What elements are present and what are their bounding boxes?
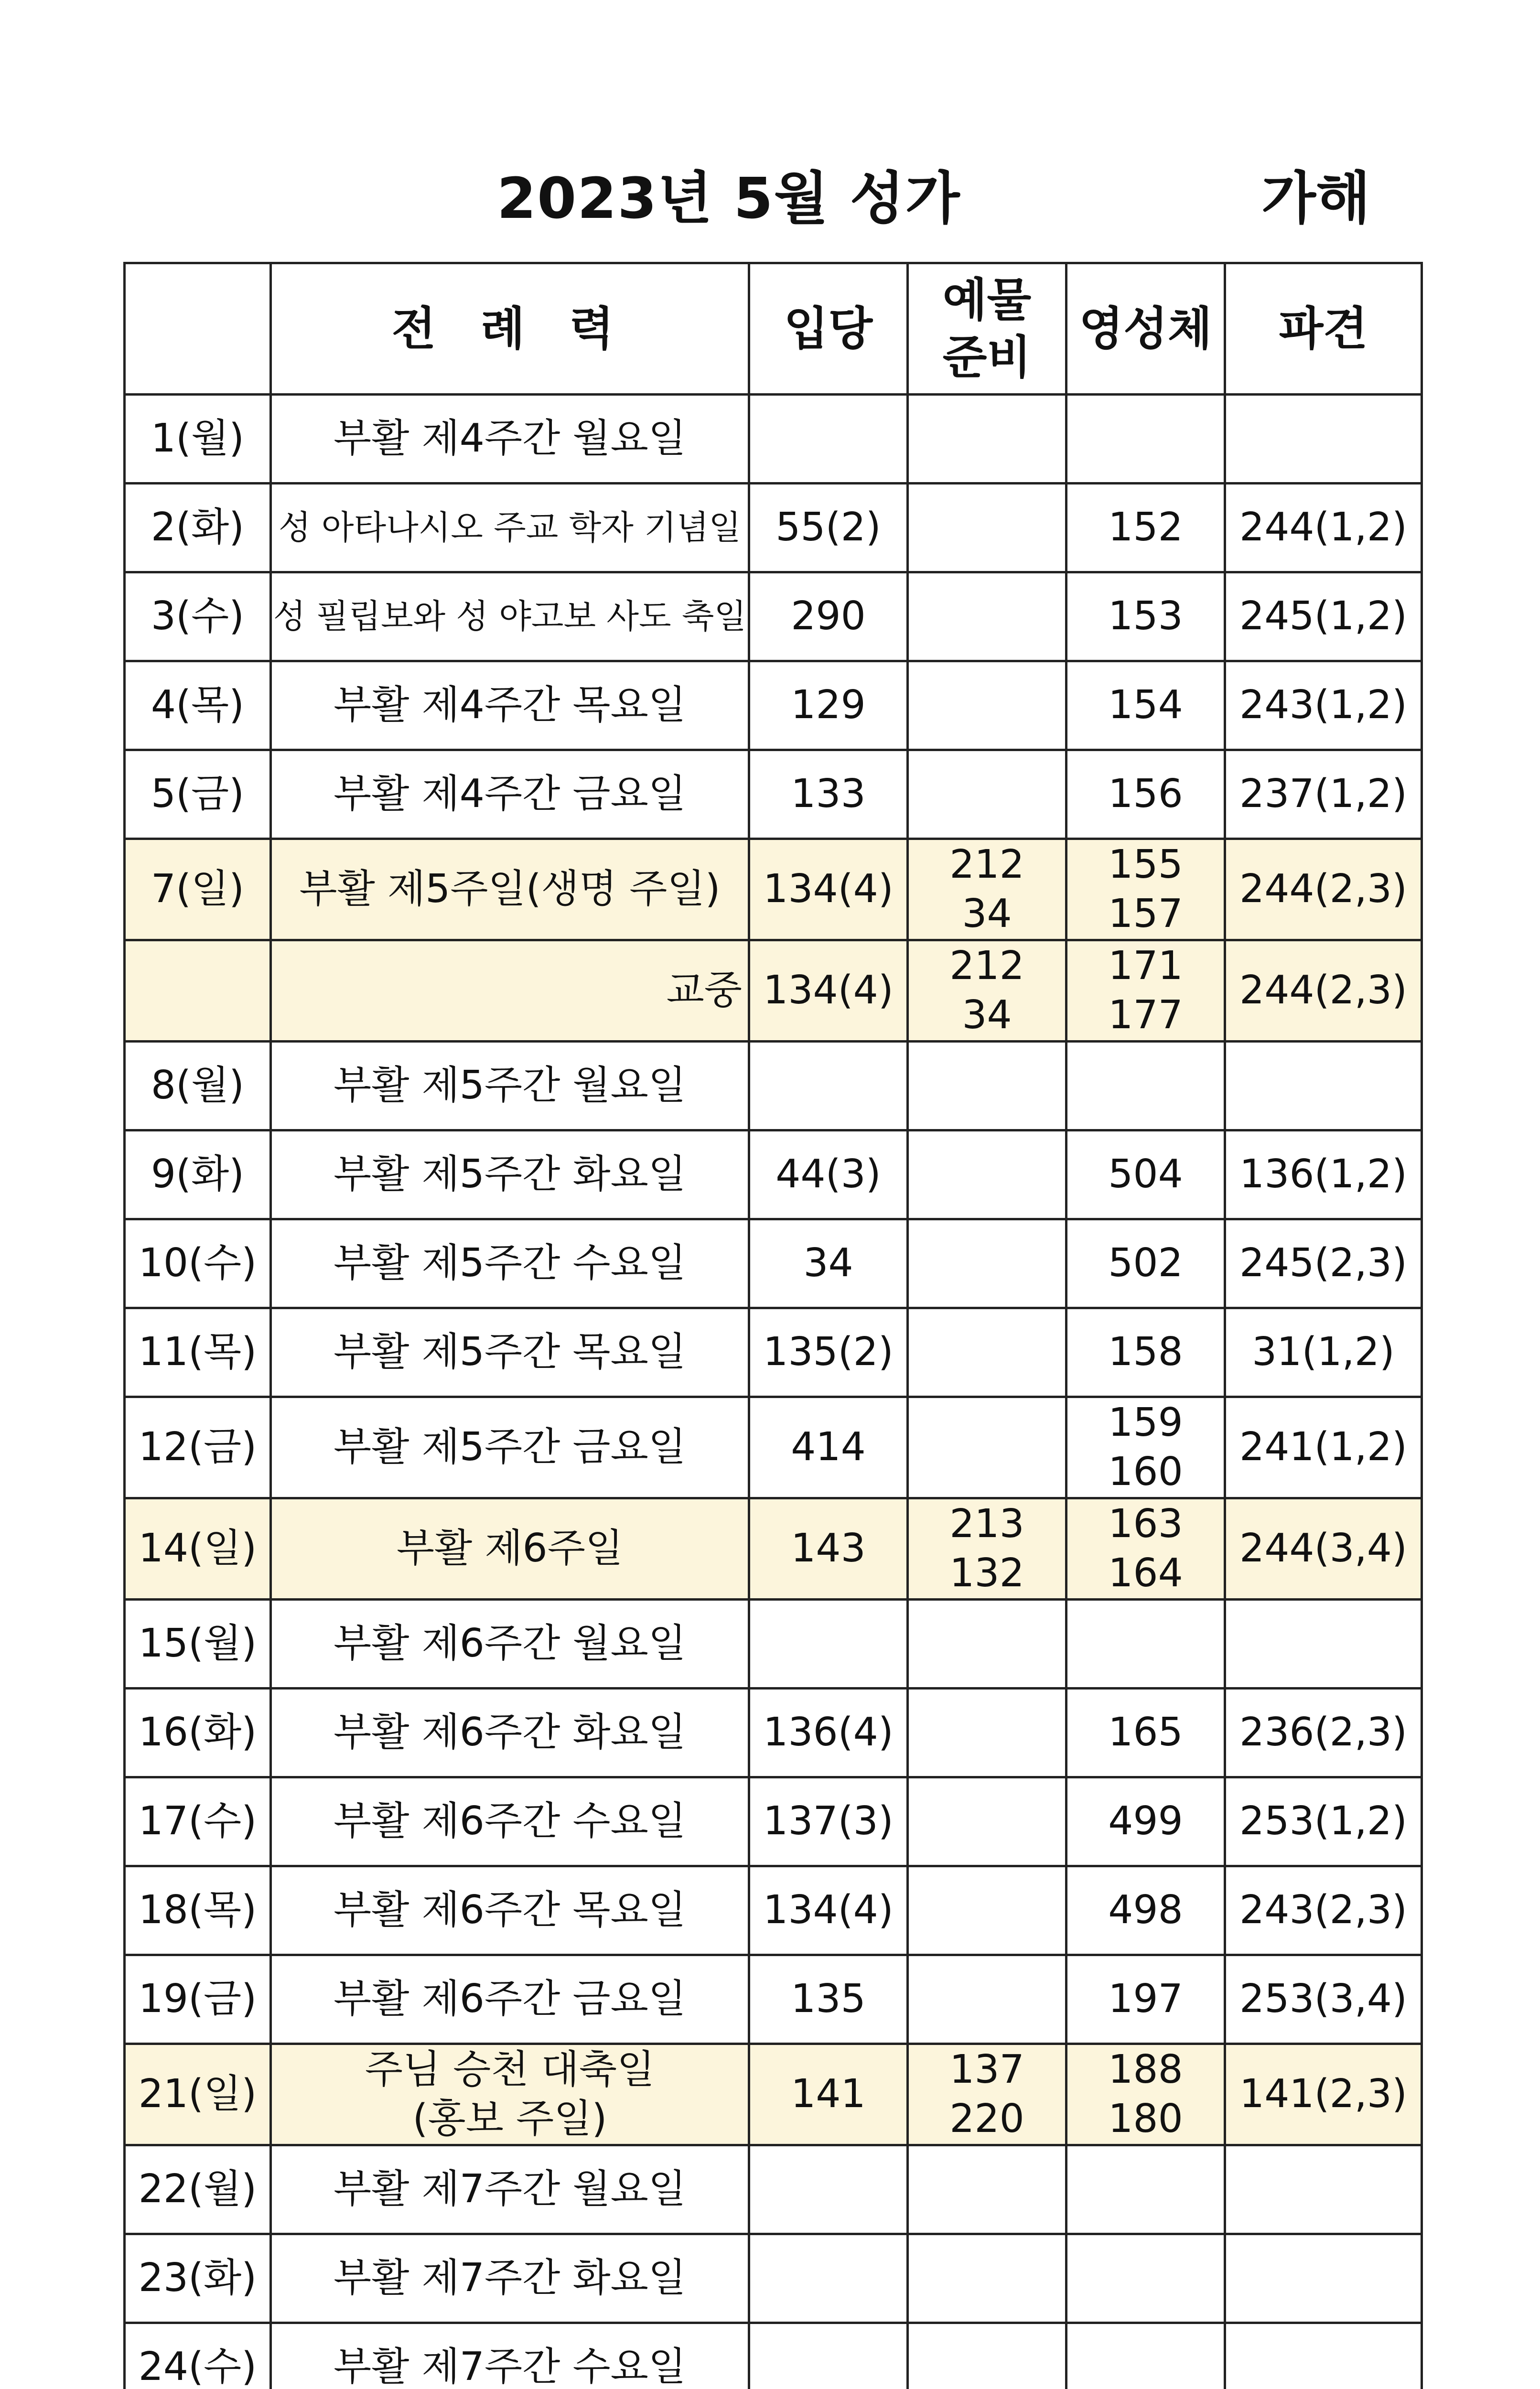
entrance-hymn-cell: 414	[749, 1397, 908, 1498]
liturgy-cell	[271, 2044, 749, 2145]
liturgy-line: 부활 제5주일(생명 주일)	[299, 866, 721, 912]
liturgy-cell	[271, 1130, 749, 1219]
dismissal-hymn-cell	[1225, 395, 1422, 484]
date-cell: 5(금)	[125, 750, 271, 839]
dismissal-hymn-cell: 244(1,2)	[1225, 484, 1422, 572]
entrance-hymn-cell	[749, 395, 908, 484]
table-row	[125, 750, 1422, 839]
offertory-hymn-cell	[908, 1689, 1066, 1777]
table-body	[125, 395, 1422, 2389]
liturgy-line: 부활 제7주간 화요일	[334, 2255, 686, 2301]
liturgy-line: 부활 제5주간 금요일	[334, 1424, 686, 1470]
offertory-hymn-cell	[908, 2234, 1066, 2323]
liturgy-cell	[271, 1689, 749, 1777]
liturgy-cell	[271, 1600, 749, 1689]
header-communion: 영성체	[1066, 263, 1225, 395]
header-liturgy: 전 례 력	[271, 263, 749, 395]
liturgy-line: 부활 제5주간 수요일	[334, 1240, 686, 1286]
liturgy-line: 부활 제7주간 수요일	[334, 2344, 686, 2389]
table-row	[125, 1600, 1422, 1689]
liturgy-line: 부활 제7주간 월요일	[334, 2166, 686, 2212]
entrance-hymn-cell: 135(2)	[749, 1308, 908, 1397]
liturgy-line: 부활 제6주간 월요일	[334, 1621, 686, 1667]
communion-hymn-cell	[1066, 2145, 1225, 2234]
liturgy-cell	[271, 2234, 749, 2323]
entrance-hymn-cell	[749, 1600, 908, 1689]
liturgy-cell	[271, 1777, 749, 1866]
liturgy-line: 성 아타나시오 주교 학자 기념일	[278, 507, 742, 547]
header-dismissal: 파견	[1225, 263, 1422, 395]
date-cell: 14(일)	[125, 1498, 271, 1600]
liturgy-cell	[271, 940, 749, 1042]
communion-hymn-cell	[1066, 484, 1225, 572]
liturgy-line: 부활 제5주간 화요일	[334, 1151, 686, 1197]
date-cell: 12(금)	[125, 1397, 271, 1498]
header-offertory-line-1: 예물	[942, 273, 1032, 327]
offertory-hymn-line: 220	[949, 2096, 1024, 2141]
communion-hymn-line: 177	[1108, 992, 1183, 1038]
offertory-hymn-cell	[908, 484, 1066, 572]
dismissal-hymn-cell: 243(1,2)	[1225, 661, 1422, 750]
date-cell: 21(일)	[125, 2044, 271, 2145]
communion-hymn-cell	[1066, 1042, 1225, 1130]
table-row	[125, 484, 1422, 572]
communion-hymn-cell	[1066, 1600, 1225, 1689]
entrance-hymn-cell: 34	[749, 1219, 908, 1308]
liturgy-line: 부활 제6주간 금요일	[334, 1976, 686, 2022]
communion-hymn-cell	[1066, 1498, 1225, 1600]
offertory-hymn-line: 212	[949, 943, 1024, 989]
communion-hymn-line: 156	[1108, 771, 1183, 817]
liturgy-cell	[271, 1042, 749, 1130]
date-cell: 23(화)	[125, 2234, 271, 2323]
dismissal-hymn-cell: 243(2,3)	[1225, 1866, 1422, 1955]
entrance-hymn-cell	[749, 2234, 908, 2323]
entrance-hymn-cell: 55(2)	[749, 484, 908, 572]
entrance-hymn-cell	[749, 2145, 908, 2234]
liturgy-cell	[271, 1955, 749, 2044]
dismissal-hymn-cell: 253(1,2)	[1225, 1777, 1422, 1866]
entrance-hymn-cell: 135	[749, 1955, 908, 2044]
communion-hymn-cell	[1066, 1219, 1225, 1308]
table-row	[125, 1130, 1422, 1219]
communion-hymn-cell	[1066, 2323, 1225, 2389]
communion-hymn-cell	[1066, 839, 1225, 940]
communion-hymn-line: 180	[1108, 2096, 1183, 2141]
liturgy-cell	[271, 2323, 749, 2389]
liturgy-line: 부활 제6주간 목요일	[334, 1887, 686, 1933]
date-cell: 2(화)	[125, 484, 271, 572]
offertory-hymn-cell	[908, 1955, 1066, 2044]
dismissal-hymn-cell: 244(2,3)	[1225, 940, 1422, 1042]
offertory-hymn-cell	[908, 2044, 1066, 2145]
date-cell: 22(월)	[125, 2145, 271, 2234]
dismissal-hymn-cell: 237(1,2)	[1225, 750, 1422, 839]
offertory-hymn-cell	[908, 1219, 1066, 1308]
communion-hymn-line: 152	[1108, 505, 1183, 550]
liturgy-line: 부활 제4주간 금요일	[334, 771, 686, 817]
communion-hymn-cell	[1066, 1130, 1225, 1219]
dismissal-hymn-cell: 245(2,3)	[1225, 1219, 1422, 1308]
liturgy-cell	[271, 1498, 749, 1600]
date-cell: 4(목)	[125, 661, 271, 750]
communion-hymn-line: 154	[1108, 682, 1183, 728]
dismissal-hymn-cell: 136(1,2)	[1225, 1130, 1422, 1219]
liturgy-cell	[271, 1866, 749, 1955]
liturgy-line: (홍보 주일)	[412, 2096, 607, 2141]
date-cell: 24(수)	[125, 2323, 271, 2389]
offertory-hymn-cell	[908, 1600, 1066, 1689]
offertory-hymn-cell	[908, 750, 1066, 839]
date-cell: 10(수)	[125, 1219, 271, 1308]
date-cell: 9(화)	[125, 1130, 271, 1219]
communion-hymn-line: 499	[1108, 1798, 1183, 1844]
offertory-hymn-line: 213	[949, 1501, 1024, 1547]
date-cell: 15(월)	[125, 1600, 271, 1689]
communion-hymn-line: 155	[1108, 842, 1183, 887]
dismissal-hymn-cell	[1225, 2145, 1422, 2234]
liturgy-line: 부활 제6주간 수요일	[334, 1798, 686, 1844]
dismissal-hymn-cell: 244(2,3)	[1225, 839, 1422, 940]
communion-hymn-line: 153	[1108, 593, 1183, 639]
communion-hymn-line: 165	[1108, 1710, 1183, 1755]
table-row	[125, 2323, 1422, 2389]
date-cell	[125, 940, 271, 1042]
communion-hymn-cell	[1066, 940, 1225, 1042]
communion-hymn-cell	[1066, 1308, 1225, 1397]
communion-hymn-line: 188	[1108, 2047, 1183, 2092]
offertory-hymn-cell	[908, 1498, 1066, 1600]
liturgy-cell	[271, 661, 749, 750]
table-row	[125, 2044, 1422, 2145]
header-date	[125, 263, 271, 395]
table-row	[125, 572, 1422, 661]
offertory-hymn-cell	[908, 2145, 1066, 2234]
offertory-hymn-cell	[908, 572, 1066, 661]
offertory-hymn-cell	[908, 839, 1066, 940]
communion-hymn-line: 197	[1108, 1976, 1183, 2022]
communion-hymn-cell	[1066, 750, 1225, 839]
communion-hymn-cell	[1066, 1689, 1225, 1777]
table-header-row	[125, 263, 1422, 395]
offertory-hymn-cell	[908, 661, 1066, 750]
offertory-hymn-cell	[908, 940, 1066, 1042]
liturgy-line: 부활 제4주간 월요일	[334, 416, 686, 462]
table-row	[125, 2145, 1422, 2234]
liturgical-year-label: 가해	[1261, 165, 1370, 231]
offertory-hymn-line: 132	[949, 1550, 1024, 1596]
offertory-hymn-cell	[908, 1130, 1066, 1219]
communion-hymn-cell	[1066, 1397, 1225, 1498]
offertory-hymn-cell	[908, 1777, 1066, 1866]
liturgy-cell	[271, 1397, 749, 1498]
dismissal-hymn-cell	[1225, 1042, 1422, 1130]
liturgy-cell	[271, 839, 749, 940]
liturgy-cell	[271, 1308, 749, 1397]
communion-hymn-line: 164	[1108, 1550, 1183, 1596]
date-cell: 17(수)	[125, 1777, 271, 1866]
liturgy-cell	[271, 2145, 749, 2234]
liturgy-cell	[271, 1219, 749, 1308]
dismissal-hymn-cell	[1225, 1600, 1422, 1689]
liturgy-line: 부활 제6주간 화요일	[334, 1710, 686, 1755]
communion-hymn-cell	[1066, 1777, 1225, 1866]
communion-hymn-cell	[1066, 1866, 1225, 1955]
entrance-hymn-cell: 137(3)	[749, 1777, 908, 1866]
dismissal-hymn-cell: 244(3,4)	[1225, 1498, 1422, 1600]
table-row	[125, 1308, 1422, 1397]
table-row	[125, 2234, 1422, 2323]
liturgy-cell	[271, 395, 749, 484]
table-row	[125, 1397, 1422, 1498]
communion-hymn-line: 502	[1108, 1240, 1183, 1286]
offertory-hymn-cell	[908, 1042, 1066, 1130]
dismissal-hymn-cell: 236(2,3)	[1225, 1689, 1422, 1777]
liturgy-line: 성 필립보와 성 야고보 사도 축일	[273, 596, 747, 636]
communion-hymn-cell	[1066, 1955, 1225, 2044]
offertory-hymn-line: 34	[962, 992, 1012, 1038]
communion-hymn-line: 158	[1108, 1329, 1183, 1375]
header-offertory	[908, 263, 1066, 395]
dismissal-hymn-cell: 241(1,2)	[1225, 1397, 1422, 1498]
communion-hymn-cell	[1066, 395, 1225, 484]
communion-hymn-line: 498	[1108, 1887, 1183, 1933]
entrance-hymn-cell: 129	[749, 661, 908, 750]
entrance-hymn-cell: 134(4)	[749, 839, 908, 940]
date-cell: 1(월)	[125, 395, 271, 484]
date-cell: 3(수)	[125, 572, 271, 661]
dismissal-hymn-cell: 141(2,3)	[1225, 2044, 1422, 2145]
communion-hymn-cell	[1066, 2044, 1225, 2145]
communion-hymn-line: 504	[1108, 1151, 1183, 1197]
communion-hymn-line: 157	[1108, 891, 1183, 936]
communion-hymn-line: 160	[1108, 1449, 1183, 1495]
date-cell: 8(월)	[125, 1042, 271, 1130]
entrance-hymn-cell	[749, 2323, 908, 2389]
date-cell: 16(화)	[125, 1689, 271, 1777]
table-row	[125, 1498, 1422, 1600]
offertory-hymn-cell	[908, 2323, 1066, 2389]
entrance-hymn-cell	[749, 1042, 908, 1130]
liturgy-line: 부활 제5주간 월요일	[334, 1063, 686, 1108]
entrance-hymn-cell: 143	[749, 1498, 908, 1600]
table-row	[125, 395, 1422, 484]
header-offertory-line-2: 준비	[942, 331, 1032, 384]
page-header	[0, 143, 1540, 239]
entrance-hymn-cell: 134(4)	[749, 1866, 908, 1955]
communion-hymn-line: 171	[1108, 943, 1183, 989]
header-entrance: 입당	[749, 263, 908, 395]
table-row	[125, 839, 1422, 940]
date-cell: 11(목)	[125, 1308, 271, 1397]
table-row	[125, 940, 1422, 1042]
offertory-hymn-cell	[908, 1866, 1066, 1955]
entrance-hymn-cell: 141	[749, 2044, 908, 2145]
date-cell: 19(금)	[125, 1955, 271, 2044]
table-row	[125, 1219, 1422, 1308]
communion-hymn-cell	[1066, 2234, 1225, 2323]
table-row	[125, 1689, 1422, 1777]
date-cell: 18(목)	[125, 1866, 271, 1955]
dismissal-hymn-cell	[1225, 2234, 1422, 2323]
dismissal-hymn-cell: 245(1,2)	[1225, 572, 1422, 661]
communion-hymn-line: 159	[1108, 1400, 1183, 1445]
liturgy-cell	[271, 750, 749, 839]
liturgy-cell	[271, 484, 749, 572]
liturgy-cell	[271, 572, 749, 661]
offertory-hymn-cell	[908, 395, 1066, 484]
hymn-schedule-table	[123, 262, 1423, 2389]
entrance-hymn-cell: 136(4)	[749, 1689, 908, 1777]
table-row	[125, 1955, 1422, 2044]
offertory-hymn-line: 212	[949, 842, 1024, 887]
liturgy-line: 교중	[666, 968, 742, 1013]
entrance-hymn-cell: 290	[749, 572, 908, 661]
communion-hymn-cell	[1066, 572, 1225, 661]
offertory-hymn-line: 137	[949, 2047, 1024, 2092]
dismissal-hymn-cell: 253(3,4)	[1225, 1955, 1422, 2044]
table-row	[125, 1866, 1422, 1955]
liturgy-line: 주님 승천 대축일	[365, 2047, 655, 2092]
table-row	[125, 1042, 1422, 1130]
table-row	[125, 661, 1422, 750]
liturgy-line: 부활 제5주간 목요일	[334, 1329, 686, 1375]
dismissal-hymn-cell: 31(1,2)	[1225, 1308, 1422, 1397]
liturgy-line: 부활 제6주일	[396, 1526, 624, 1571]
liturgy-line: 부활 제4주간 목요일	[334, 682, 686, 728]
page-title: 2023년 5월 성가	[497, 165, 961, 231]
offertory-hymn-cell	[908, 1308, 1066, 1397]
entrance-hymn-cell: 134(4)	[749, 940, 908, 1042]
dismissal-hymn-cell	[1225, 2323, 1422, 2389]
communion-hymn-line: 163	[1108, 1501, 1183, 1547]
offertory-hymn-line: 34	[962, 891, 1012, 936]
entrance-hymn-cell: 133	[749, 750, 908, 839]
table-row	[125, 1777, 1422, 1866]
offertory-hymn-cell	[908, 1397, 1066, 1498]
date-cell: 7(일)	[125, 839, 271, 940]
communion-hymn-cell	[1066, 661, 1225, 750]
entrance-hymn-cell: 44(3)	[749, 1130, 908, 1219]
